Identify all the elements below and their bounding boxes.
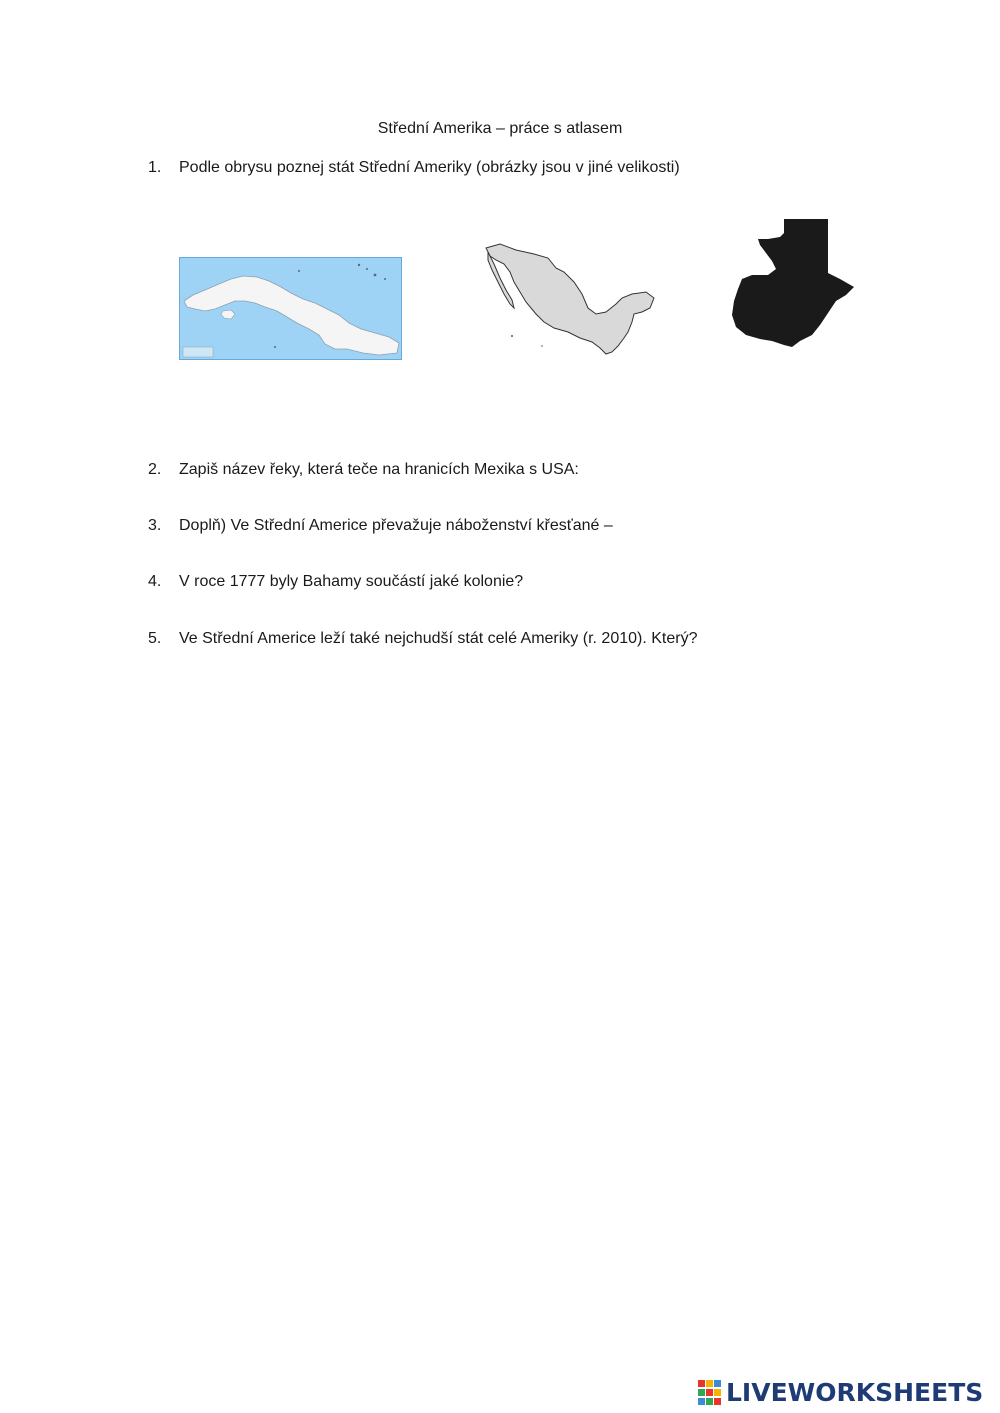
question-4 — [148, 572, 523, 592]
question-5 — [148, 629, 697, 649]
question-number: 2. — [148, 461, 162, 478]
question-number: 4. — [148, 573, 162, 590]
brand-name: LIVEWORKSHEETS — [726, 1378, 984, 1407]
question-text: Zapiš název řeky, která teče na hranicích Mexika s USA: — [179, 461, 579, 478]
mexico-outline-map — [482, 242, 657, 362]
page-title: Střední Amerika – práce s atlasem — [377, 120, 623, 137]
question-3 — [148, 516, 613, 536]
question-text: Doplň) Ve Střední Americe převažuje náboženství křesťané – — [179, 517, 613, 534]
question-text: V roce 1777 byly Bahamy součástí jaké kolonie? — [179, 573, 524, 590]
liveworksheets-brand — [698, 1378, 983, 1408]
question-number: 5. — [148, 630, 162, 647]
guatemala-silhouette-map — [728, 217, 858, 352]
question-1 — [148, 158, 680, 178]
question-2 — [148, 460, 579, 480]
question-number: 3. — [148, 517, 162, 534]
question-text: Ve Střední Americe leží také nejchudší stát celé Ameriky (r. 2010). Který? — [179, 630, 698, 647]
cuba-outline-map — [179, 257, 402, 360]
question-text: Podle obrysu poznej stát Střední Ameriky (obrázky jsou v jiné velikosti) — [179, 159, 680, 176]
liveworksheets-logo-icon — [698, 1380, 722, 1406]
question-number: 1. — [148, 159, 162, 176]
